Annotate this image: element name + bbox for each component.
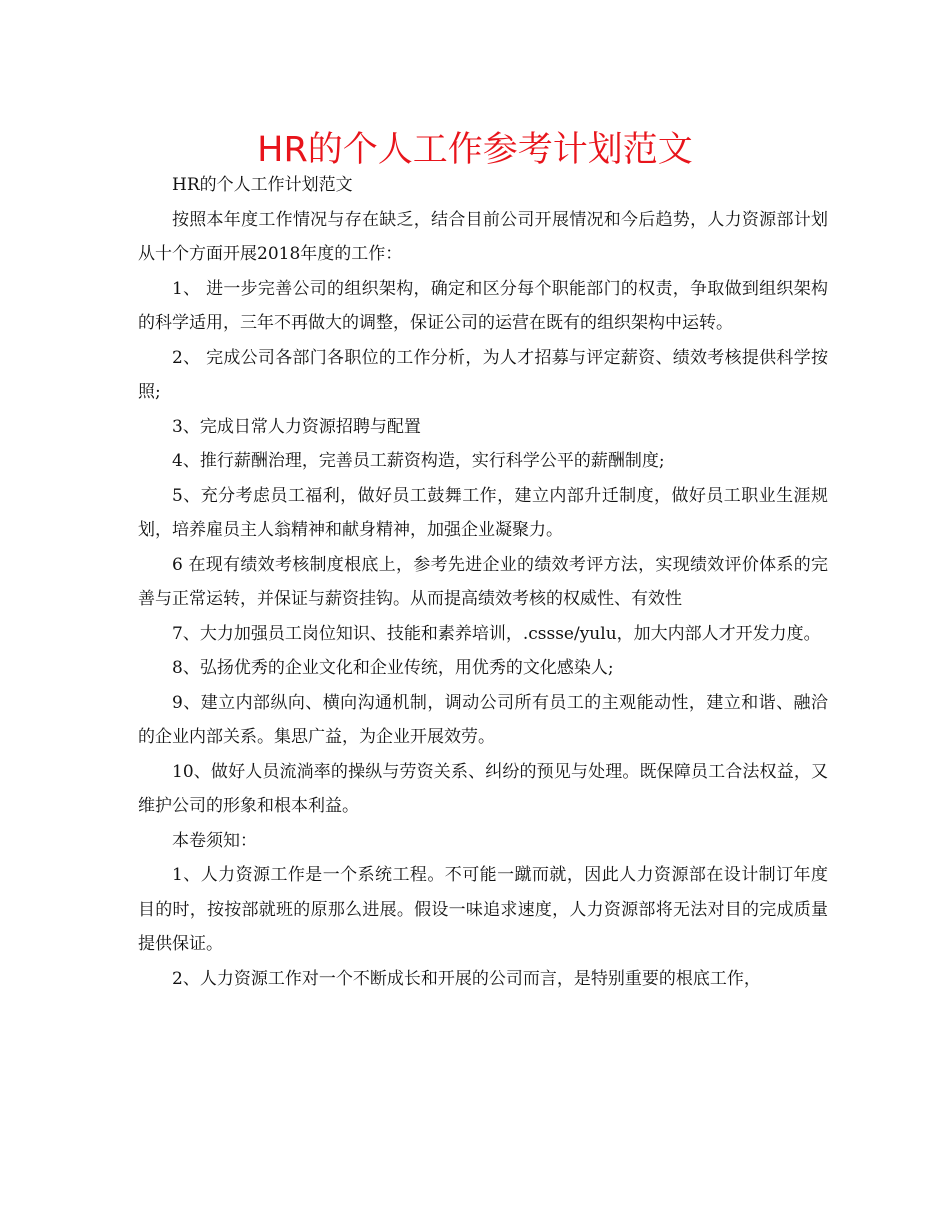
paragraph-item-8: 8、弘扬优秀的企业文化和企业传统，用优秀的文化感染人; (172, 658, 614, 678)
paragraph-note-1: 1、人力资源工作是一个系统工程。不可能一蹴而就，因此人力资源部在设计制订年度目的时，按按部就班的原那么进展。假设一味追求速度，人力资源部将无法对目的完成质量提供保证。 (138, 865, 828, 954)
paragraph-note-2: 2、人力资源工作对一个不断成长和开展的公司而言，是特别重要的根底工作， (172, 968, 761, 989)
paragraph-item-3: 3、完成日常人力资源招聘与配置 (172, 416, 421, 437)
paragraph-item-7: 7、大力加强员工岗位知识、技能和素养培训，.cssse/yulu，加大内部人才开发力度。 (172, 623, 821, 644)
paragraph-item-2: 2、 完成公司各部门各职位的工作分析，为人才招募与评定薪资、绩效考核提供科学按照; (138, 347, 828, 402)
paragraph-item-6: 6 在现有绩效考核制度根底上，参考先进企业的绩效考评方法，实现绩效评价体系的完善与正常运转，并保证与薪资挂钩。从而提高绩效考核的权威性、有效性 (138, 554, 828, 609)
document-title: HR的个人工作参考计划范文 (257, 130, 693, 170)
paragraph-notes-heading: 本卷须知： (172, 830, 257, 851)
paragraph-item-9: 9、建立内部纵向、横向沟通机制，调动公司所有员工的主观能动性，建立和谐、融洽的企业内部关系。集思广益，为企业开展效劳。 (138, 692, 828, 747)
paragraph-item-1: 1、 进一步完善公司的组织架构，确定和区分每个职能部门的权责，争取做到组织架构的科学适用，三年不再做大的调整，保证公司的运营在既有的组织架构中运转。 (138, 278, 828, 333)
paragraph-intro: 按照本年度工作情况与存在缺乏，结合目前公司开展情况和今后趋势，人力资源部计划从十个方面开展2018年度的工作： (138, 209, 828, 264)
paragraph-item-4: 4、推行薪酬治理，完善员工薪资构造，实行科学公平的薪酬制度; (172, 451, 665, 471)
paragraph-subtitle: HR的个人工作计划范文 (172, 175, 353, 195)
paragraph-item-5: 5、充分考虑员工福利，做好员工鼓舞工作，建立内部升迁制度，做好员工职业生涯规划，培养雇员主人翁精神和献身精神，加强企业凝聚力。 (138, 485, 828, 540)
document-body (138, 168, 828, 996)
paragraph-item-10: 10、做好人员流淌率的操纵与劳资关系、纠纷的预见与处理。既保障员工合法权益，又维护公司的形象和根本利益。 (138, 761, 828, 816)
